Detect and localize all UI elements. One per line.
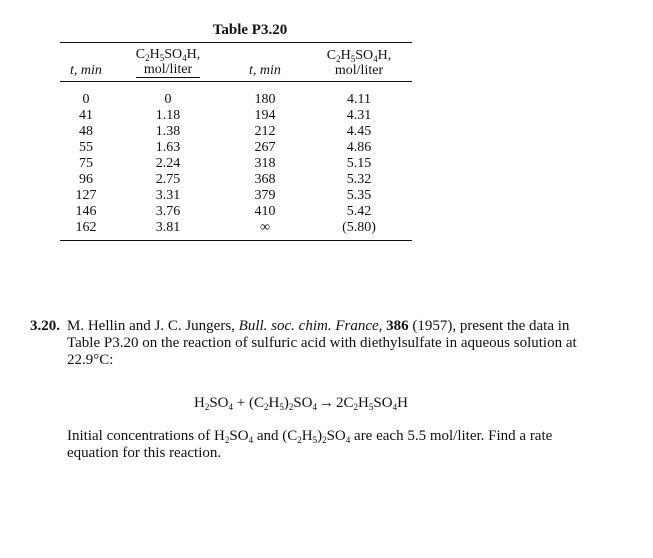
cell-c-right: 4.11 <box>347 92 371 107</box>
cell-t-right: 379 <box>254 188 276 203</box>
table-row <box>60 140 412 156</box>
table-header-row <box>60 43 412 82</box>
cell-t-left: 162 <box>75 220 97 235</box>
header-conc-left-label <box>136 47 201 78</box>
header-time-right <box>224 43 306 82</box>
cell-t-left: 0 <box>82 92 90 107</box>
cell-t-right: 410 <box>254 204 276 219</box>
followup-formula-a: $H_2SO_4$ <box>214 428 254 445</box>
table-title: Table P3.20 <box>212 22 288 38</box>
problem-text <box>67 318 590 369</box>
header-conc-right <box>306 43 412 82</box>
cell-t-left: 55 <box>79 140 93 155</box>
cell-t-right: 194 <box>254 108 276 123</box>
data-table <box>60 42 412 241</box>
cell-c-left: 2.24 <box>155 156 181 171</box>
problem-volume: 386 <box>386 318 409 334</box>
header-conc-right-unit: mol/liter <box>334 63 384 78</box>
cell-c-right: 5.42 <box>346 204 372 219</box>
followup-text-a: Initial concentrations of <box>67 428 211 444</box>
cell-c-left: 1.38 <box>155 124 181 139</box>
reaction-arrow-icon: → <box>319 395 335 411</box>
followup-formula-b: $(C_2H_5)_2SO_4$ <box>282 428 351 445</box>
cell-c-left: 1.18 <box>155 108 181 123</box>
problem-authors: M. Hellin and J. C. Jungers, <box>67 318 235 334</box>
cell-c-right: 4.86 <box>346 140 372 155</box>
cell-c-right: 4.31 <box>346 108 372 123</box>
header-conc-left-formula: $C_2H_5SO_4H$, <box>135 47 201 63</box>
cell-t-left: 48 <box>79 124 93 139</box>
product-ethylsulfuric-acid: $2C_2H_5SO_4H$ <box>336 395 408 412</box>
problem-statement <box>30 318 590 369</box>
cell-c-right: 4.45 <box>346 124 372 139</box>
cell-t-right: 318 <box>254 156 276 171</box>
header-time-right-label: t, min <box>249 63 281 78</box>
table-row <box>60 124 412 140</box>
table-row <box>60 108 412 124</box>
cell-c-left: 3.31 <box>155 188 181 203</box>
problem-description: (1957), present the data in Table P3.20 on the reaction of sulfuric acid with diethylsulfate in aqueous solution at 22.9°C: <box>67 318 577 368</box>
cell-t-left: 127 <box>75 188 97 203</box>
header-time-left <box>60 43 112 82</box>
cell-t-right: 267 <box>254 140 276 155</box>
table-row <box>60 156 412 172</box>
table-row <box>60 204 412 220</box>
cell-t-left: 75 <box>79 156 93 171</box>
cell-c-left: 3.81 <box>155 220 181 235</box>
reactant-diethylsulfate: $(C_2H_5)_2SO_4$ <box>249 395 318 412</box>
reactant-sulfuric-acid: $H_2SO_4$ <box>194 395 234 412</box>
table-row <box>60 172 412 188</box>
reaction-equation <box>194 395 408 412</box>
cell-c-right: 5.35 <box>346 188 372 203</box>
followup-text-b: are each 5.5 mol/liter. Find a rate equation for this reaction. <box>67 428 553 461</box>
table-row <box>60 220 412 241</box>
cell-t-left: 41 <box>79 108 93 123</box>
cell-t-right: 180 <box>254 92 276 107</box>
followup-and: and <box>256 428 279 444</box>
cell-t-right: 212 <box>254 124 276 139</box>
cell-c-left: 0 <box>164 92 172 107</box>
cell-t-right: 368 <box>254 172 276 187</box>
header-conc-left-unit: mol/liter <box>143 62 193 77</box>
cell-t-left: 146 <box>75 204 97 219</box>
problem-number: 3.20. <box>30 318 60 334</box>
cell-t-right: ∞ <box>260 220 270 235</box>
cell-c-left: 2.75 <box>155 172 181 187</box>
cell-c-right: 5.15 <box>346 156 372 171</box>
cell-c-left: 1.63 <box>155 140 181 155</box>
cell-c-right: 5.32 <box>346 172 372 187</box>
header-conc-left <box>112 43 224 82</box>
cell-c-right: (5.80) <box>342 220 376 235</box>
header-conc-right-label <box>327 48 392 78</box>
plus-sign: + <box>236 395 246 411</box>
header-conc-right-formula: $C_2H_5SO_4H$, <box>326 48 392 64</box>
problem-journal: Bull. soc. chim. France, <box>238 318 383 334</box>
problem-followup <box>67 428 597 462</box>
cell-t-left: 96 <box>79 172 93 187</box>
header-time-left-label: t, min <box>70 63 102 78</box>
cell-c-left: 3.76 <box>155 204 181 219</box>
table-row <box>60 82 412 109</box>
table-row <box>60 188 412 204</box>
